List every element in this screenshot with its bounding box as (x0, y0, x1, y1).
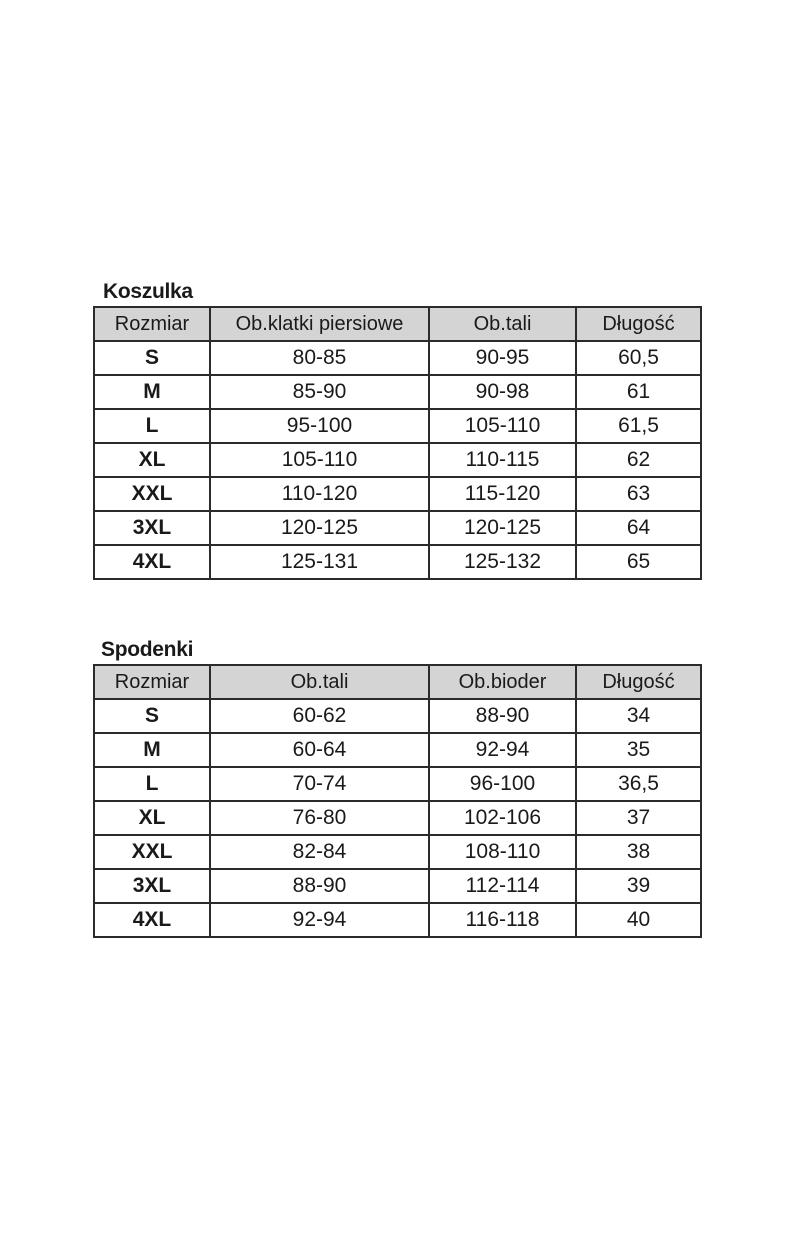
table-cell: 82-84 (210, 835, 429, 869)
section-title: Koszulka (103, 280, 193, 303)
header-cell: Długość (576, 665, 701, 699)
table-cell: 34 (576, 699, 701, 733)
table-row (94, 835, 701, 869)
table-header-row (94, 307, 701, 341)
table-cell: 37 (576, 801, 701, 835)
header-cell: Długość (576, 307, 701, 341)
header-cell: Ob.bioder (429, 665, 576, 699)
table-row (94, 699, 701, 733)
header-cell: Rozmiar (94, 307, 210, 341)
table-row (94, 375, 701, 409)
table-cell: 110-115 (429, 443, 576, 477)
table-row (94, 341, 701, 375)
table-cell: 62 (576, 443, 701, 477)
table-cell: 60-64 (210, 733, 429, 767)
table-row (94, 801, 701, 835)
table-cell: 85-90 (210, 375, 429, 409)
size-cell: 4XL (94, 545, 210, 579)
section-title: Spodenki (101, 638, 194, 661)
table-cell: 35 (576, 733, 701, 767)
koszulka-size-table (93, 306, 702, 580)
table-cell: 65 (576, 545, 701, 579)
size-cell: L (94, 409, 210, 443)
table-cell: 80-85 (210, 341, 429, 375)
table-cell: 38 (576, 835, 701, 869)
table-row (94, 767, 701, 801)
table-cell: 92-94 (429, 733, 576, 767)
table-header-row (94, 665, 701, 699)
table-row (94, 869, 701, 903)
table-cell: 92-94 (210, 903, 429, 937)
koszulka-section (93, 278, 702, 580)
table-row (94, 545, 701, 579)
table-cell: 90-98 (429, 375, 576, 409)
table-row (94, 477, 701, 511)
header-cell: Ob.klatki piersiowe (210, 307, 429, 341)
table-row (94, 511, 701, 545)
header-cell: Ob.tali (429, 307, 576, 341)
size-cell: XXL (94, 477, 210, 511)
size-cell: 3XL (94, 511, 210, 545)
size-cell: M (94, 733, 210, 767)
size-cell: 4XL (94, 903, 210, 937)
table-cell: 36,5 (576, 767, 701, 801)
table-cell: 96-100 (429, 767, 576, 801)
table-cell: 39 (576, 869, 701, 903)
size-cell: S (94, 699, 210, 733)
table-cell: 120-125 (429, 511, 576, 545)
table-cell: 60,5 (576, 341, 701, 375)
table-cell: 105-110 (429, 409, 576, 443)
table-cell: 120-125 (210, 511, 429, 545)
table-row (94, 443, 701, 477)
size-cell: XL (94, 801, 210, 835)
table-cell: 88-90 (210, 869, 429, 903)
table-cell: 40 (576, 903, 701, 937)
table-row (94, 733, 701, 767)
table-cell: 64 (576, 511, 701, 545)
table-cell: 125-131 (210, 545, 429, 579)
table-row (94, 409, 701, 443)
size-cell: 3XL (94, 869, 210, 903)
table-cell: 125-132 (429, 545, 576, 579)
table-row (94, 903, 701, 937)
table-cell: 61 (576, 375, 701, 409)
table-cell: 76-80 (210, 801, 429, 835)
table-cell: 88-90 (429, 699, 576, 733)
table-cell: 70-74 (210, 767, 429, 801)
size-cell: S (94, 341, 210, 375)
table-cell: 115-120 (429, 477, 576, 511)
header-cell: Rozmiar (94, 665, 210, 699)
table-cell: 90-95 (429, 341, 576, 375)
size-cell: L (94, 767, 210, 801)
table-cell: 95-100 (210, 409, 429, 443)
size-cell: XL (94, 443, 210, 477)
size-cell: M (94, 375, 210, 409)
table-cell: 105-110 (210, 443, 429, 477)
size-cell: XXL (94, 835, 210, 869)
table-cell: 63 (576, 477, 701, 511)
table-cell: 61,5 (576, 409, 701, 443)
table-cell: 110-120 (210, 477, 429, 511)
table-cell: 116-118 (429, 903, 576, 937)
table-cell: 102-106 (429, 801, 576, 835)
table-cell: 60-62 (210, 699, 429, 733)
table-cell: 108-110 (429, 835, 576, 869)
header-cell: Ob.tali (210, 665, 429, 699)
spodenki-section (93, 636, 702, 938)
table-cell: 112-114 (429, 869, 576, 903)
spodenki-size-table (93, 664, 702, 938)
